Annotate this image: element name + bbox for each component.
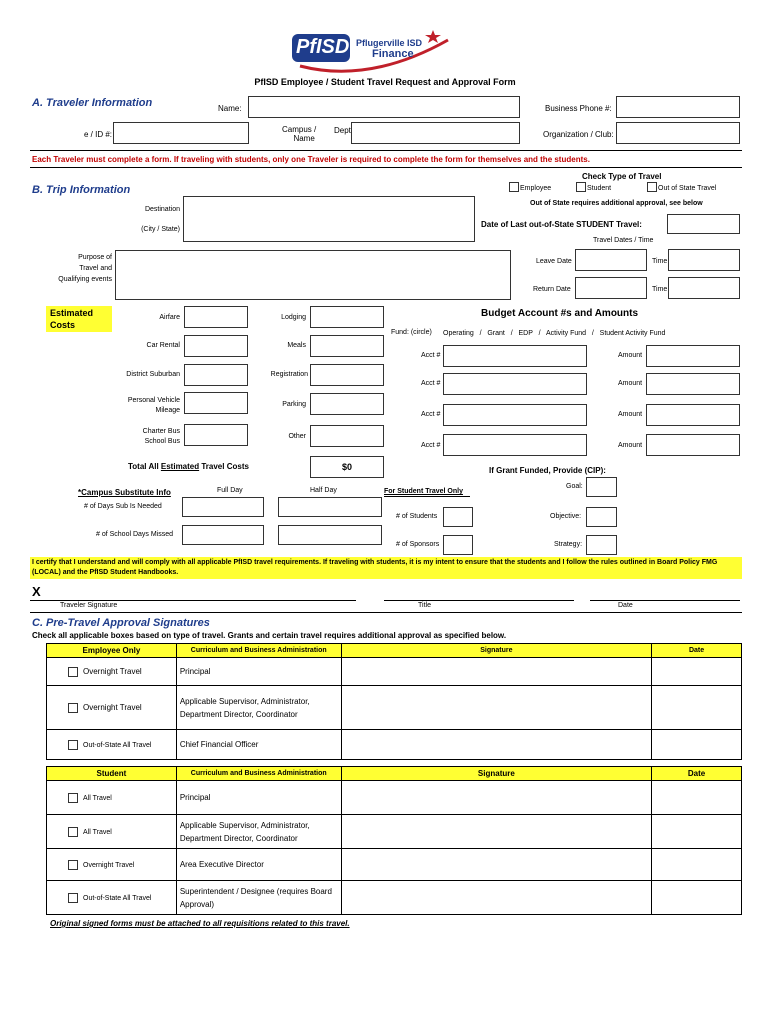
approval-checkbox[interactable] bbox=[68, 893, 78, 903]
approval-checkbox[interactable] bbox=[68, 793, 78, 803]
student-approval-table bbox=[46, 766, 742, 915]
total-label: Total All Estimated Travel Costs bbox=[128, 462, 249, 471]
num-students-label: # of Students bbox=[396, 513, 438, 520]
approval-role: Superintendent / Designee (requires Board Approval) bbox=[176, 881, 341, 915]
amount-input-1[interactable] bbox=[646, 345, 740, 367]
grant-heading: If Grant Funded, Provide (CIP): bbox=[489, 466, 606, 475]
city-state-label: (City / State) bbox=[141, 226, 180, 233]
goal-label: Goal: bbox=[566, 483, 583, 490]
traveler-signature-label: Traveler Signature bbox=[60, 602, 118, 609]
type-employee-label: Employee bbox=[520, 185, 552, 192]
approval-date[interactable] bbox=[652, 730, 742, 760]
half-day-label: Half Day bbox=[310, 487, 337, 494]
approval-role: Chief Financial Officer bbox=[176, 730, 341, 760]
other-input[interactable] bbox=[310, 425, 384, 447]
approval-check-cell: All Travel bbox=[47, 815, 177, 849]
table-row bbox=[47, 730, 742, 760]
mileage-input[interactable] bbox=[184, 392, 248, 414]
approval-checkbox[interactable] bbox=[68, 703, 78, 713]
dept-label: Dept bbox=[334, 126, 351, 135]
divider bbox=[30, 167, 742, 168]
approval-date[interactable] bbox=[652, 881, 742, 915]
date-signature-line[interactable] bbox=[590, 600, 740, 601]
table-row bbox=[47, 881, 742, 915]
approval-signature[interactable] bbox=[341, 781, 651, 815]
num-sponsors-input[interactable] bbox=[443, 535, 473, 555]
section-c-heading: C. Pre-Travel Approval Signatures bbox=[32, 617, 210, 629]
num-sponsors-label: # of Sponsors bbox=[396, 541, 440, 548]
id-input[interactable] bbox=[113, 122, 249, 144]
approval-check-cell: Overnight Travel bbox=[47, 686, 177, 730]
title-label: Title bbox=[418, 602, 431, 609]
section-b-heading: B. Trip Information bbox=[32, 184, 131, 196]
sub-half-day-input[interactable] bbox=[278, 497, 382, 517]
mileage-label: Personal Vehicle Mileage bbox=[127, 397, 180, 414]
suburban-label: District Suburban bbox=[126, 371, 180, 378]
approval-date[interactable] bbox=[652, 815, 742, 849]
last-oos-input[interactable] bbox=[667, 214, 740, 234]
section-a-heading: A. Traveler Information bbox=[32, 97, 153, 109]
oos-note: Out of State requires additional approval, see below bbox=[530, 200, 703, 207]
type-oos-label: Out of State Travel bbox=[658, 185, 717, 192]
fund-options: Operating / Grant / EDP / Activity Fund / Student Activity Fund bbox=[443, 330, 666, 337]
return-date-input[interactable] bbox=[575, 277, 647, 299]
parking-input[interactable] bbox=[310, 393, 384, 415]
approval-signature[interactable] bbox=[341, 815, 651, 849]
certification-statement: I certify that I understand and will comply with all applicable PfISD travel requirements. If traveling with students, it is my intent to ensure that the students and I follow the rules outlined in Board Policy FMG (LOCAL) and the PfISD Student Handbooks. bbox=[30, 557, 742, 579]
approval-signature[interactable] bbox=[341, 730, 651, 760]
table-row bbox=[47, 849, 742, 881]
bus-input[interactable] bbox=[184, 424, 248, 446]
approval-role: Principal bbox=[176, 658, 341, 686]
logo-brand: PfISD bbox=[296, 36, 350, 58]
days-sub-label: # of Days Sub Is Needed bbox=[84, 503, 162, 510]
id-label: e / ID #: bbox=[84, 130, 113, 139]
divider bbox=[30, 150, 742, 151]
table-row bbox=[47, 781, 742, 815]
acct-input-4[interactable] bbox=[443, 434, 587, 456]
leave-date-input[interactable] bbox=[575, 249, 647, 271]
campus-sub-heading: *Campus Substitute Info bbox=[78, 488, 171, 497]
date-label: Date bbox=[618, 602, 633, 609]
table-row bbox=[47, 815, 742, 849]
car-rental-label: Car Rental bbox=[146, 342, 180, 349]
type-student-label: Student bbox=[587, 185, 612, 192]
approval-signature[interactable] bbox=[341, 881, 651, 915]
date-header: Date bbox=[652, 767, 742, 781]
return-date-label: Return Date bbox=[533, 286, 571, 293]
amount-input-2[interactable] bbox=[646, 373, 740, 395]
registration-input[interactable] bbox=[310, 364, 384, 386]
approval-checkbox[interactable] bbox=[68, 827, 78, 837]
acct-label-3: Acct # bbox=[421, 411, 441, 418]
approval-checkbox[interactable] bbox=[68, 667, 78, 677]
full-day-label: Full Day bbox=[217, 487, 243, 494]
approval-role: Area Executive Director bbox=[176, 849, 341, 881]
table-row bbox=[47, 658, 742, 686]
destination-label: Destination bbox=[144, 206, 180, 213]
logo bbox=[290, 26, 460, 74]
section-c-instructions: Check all applicable boxes based on type of travel. Grants and certain travel requires additional approval as specified below. bbox=[32, 631, 507, 640]
purpose-input[interactable] bbox=[115, 250, 511, 300]
leave-time-label: Time bbox=[652, 258, 668, 265]
suburban-input[interactable] bbox=[184, 364, 248, 386]
fund-label: Fund: (circle) bbox=[391, 329, 432, 336]
last-oos-label: Date of Last out-of-State STUDENT Travel: bbox=[481, 220, 642, 229]
parking-label: Parking bbox=[282, 401, 306, 408]
approval-signature[interactable] bbox=[341, 686, 651, 730]
approval-signature[interactable] bbox=[341, 658, 651, 686]
type-student-checkbox[interactable] bbox=[576, 182, 586, 192]
date-header: Date bbox=[652, 644, 742, 658]
days-missed-label: # of School Days Missed bbox=[96, 531, 174, 538]
employee-approval-table bbox=[46, 643, 742, 760]
objective-label: Objective: bbox=[550, 513, 582, 520]
approval-role: Applicable Supervisor, Administrator, Department Director, Coordinator bbox=[176, 815, 341, 849]
signature-header: Signature bbox=[341, 767, 651, 781]
leave-time-input[interactable] bbox=[668, 249, 740, 271]
airfare-label: Airfare bbox=[159, 314, 180, 321]
total-value: $0 bbox=[310, 456, 384, 478]
amount-label-4: Amount bbox=[618, 442, 643, 449]
divider bbox=[30, 612, 742, 613]
cba-header: Curriculum and Business Administration bbox=[176, 644, 341, 658]
approval-signature[interactable] bbox=[341, 849, 651, 881]
amount-label-3: Amount bbox=[618, 411, 643, 418]
airfare-input[interactable] bbox=[184, 306, 248, 328]
sub-full-day-input[interactable] bbox=[182, 497, 264, 517]
strategy-label: Strategy: bbox=[554, 541, 583, 548]
signature-header: Signature bbox=[341, 644, 651, 658]
budget-heading: Budget Account #s and Amounts bbox=[481, 308, 639, 319]
type-employee-checkbox[interactable] bbox=[509, 182, 519, 192]
lodging-label: Lodging bbox=[281, 314, 306, 321]
footer-note: Original signed forms must be attached to all requisitions related to this travel. bbox=[50, 919, 350, 928]
signature-x: X bbox=[32, 584, 41, 599]
amount-label-2: Amount bbox=[618, 380, 643, 387]
destination-input[interactable] bbox=[183, 196, 475, 242]
approval-role: Applicable Supervisor, Administrator, Department Director, Coordinator bbox=[176, 686, 341, 730]
traveler-notice: Each Traveler must complete a form. If traveling with students, only one Traveler is required to complete the form for themselves and the students. bbox=[32, 155, 590, 164]
approval-check-cell: Overnight Travel bbox=[47, 849, 177, 881]
phone-input[interactable] bbox=[616, 96, 740, 118]
approval-check-cell: All Travel bbox=[47, 781, 177, 815]
traveler-signature-line[interactable] bbox=[30, 600, 356, 601]
cba-header: Curriculum and Business Administration bbox=[176, 767, 341, 781]
meals-label: Meals bbox=[287, 342, 306, 349]
acct-input-1[interactable] bbox=[443, 345, 587, 367]
name-input[interactable] bbox=[248, 96, 520, 118]
amount-input-4[interactable] bbox=[646, 434, 740, 456]
approval-date[interactable] bbox=[652, 849, 742, 881]
acct-input-3[interactable] bbox=[443, 404, 587, 426]
table-row bbox=[47, 686, 742, 730]
approval-check-cell: Out-of-State All Travel bbox=[47, 730, 177, 760]
acct-label-1: Acct # bbox=[421, 352, 441, 359]
meals-input[interactable] bbox=[310, 335, 384, 357]
bus-label: Charter Bus School Bus bbox=[142, 428, 180, 445]
amount-input-3[interactable] bbox=[646, 404, 740, 426]
registration-label: Registration bbox=[270, 371, 308, 378]
lodging-input[interactable] bbox=[310, 306, 384, 328]
check-type-heading: Check Type of Travel bbox=[582, 172, 662, 181]
org-label: Organization / Club: bbox=[543, 130, 614, 139]
dates-times-label: Travel Dates / Time bbox=[593, 237, 654, 244]
days-missed-full-input[interactable] bbox=[182, 525, 264, 545]
estimated-costs-badge: Estimated Costs bbox=[46, 306, 112, 332]
approval-check-cell: Out-of-State All Travel bbox=[47, 881, 177, 915]
acct-label-2: Acct # bbox=[421, 380, 441, 387]
return-time-label: Time bbox=[652, 286, 668, 293]
title-signature-line[interactable] bbox=[384, 600, 574, 601]
acct-label-4: Acct # bbox=[421, 442, 441, 449]
approval-checkbox[interactable] bbox=[68, 860, 78, 870]
approval-checkbox[interactable] bbox=[68, 740, 78, 750]
goal-input[interactable] bbox=[586, 477, 617, 497]
approval-date[interactable] bbox=[652, 686, 742, 730]
purpose-label: Purpose of Travel and Qualifying events bbox=[58, 254, 112, 283]
acct-input-2[interactable] bbox=[443, 373, 587, 395]
amount-label-1: Amount bbox=[618, 352, 643, 359]
org-input[interactable] bbox=[616, 122, 740, 144]
campus-input[interactable] bbox=[351, 122, 520, 144]
return-time-input[interactable] bbox=[668, 277, 740, 299]
page-title: PfISD Employee / Student Travel Request and Approval Form bbox=[254, 77, 516, 87]
other-label: Other bbox=[288, 433, 306, 440]
approval-date[interactable] bbox=[652, 781, 742, 815]
logo-line1: Pflugerville ISD bbox=[356, 38, 423, 48]
logo-line2: Finance bbox=[372, 48, 414, 60]
approval-date[interactable] bbox=[652, 658, 742, 686]
objective-input[interactable] bbox=[586, 507, 617, 527]
car-rental-input[interactable] bbox=[184, 335, 248, 357]
strategy-input[interactable] bbox=[586, 535, 617, 555]
approval-check-cell: Overnight Travel bbox=[47, 658, 177, 686]
divider bbox=[384, 496, 470, 497]
type-oos-checkbox[interactable] bbox=[647, 182, 657, 192]
phone-label: Business Phone #: bbox=[545, 104, 612, 113]
leave-date-label: Leave Date bbox=[536, 258, 572, 265]
student-travel-only: For Student Travel Only bbox=[384, 488, 463, 495]
approval-role: Principal bbox=[176, 781, 341, 815]
days-missed-half-input[interactable] bbox=[278, 525, 382, 545]
student-header: Student bbox=[47, 767, 177, 781]
num-students-input[interactable] bbox=[443, 507, 473, 527]
employee-only-header: Employee Only bbox=[47, 644, 177, 658]
campus-label: Campus / Name bbox=[282, 125, 317, 143]
name-label: Name: bbox=[218, 104, 242, 113]
